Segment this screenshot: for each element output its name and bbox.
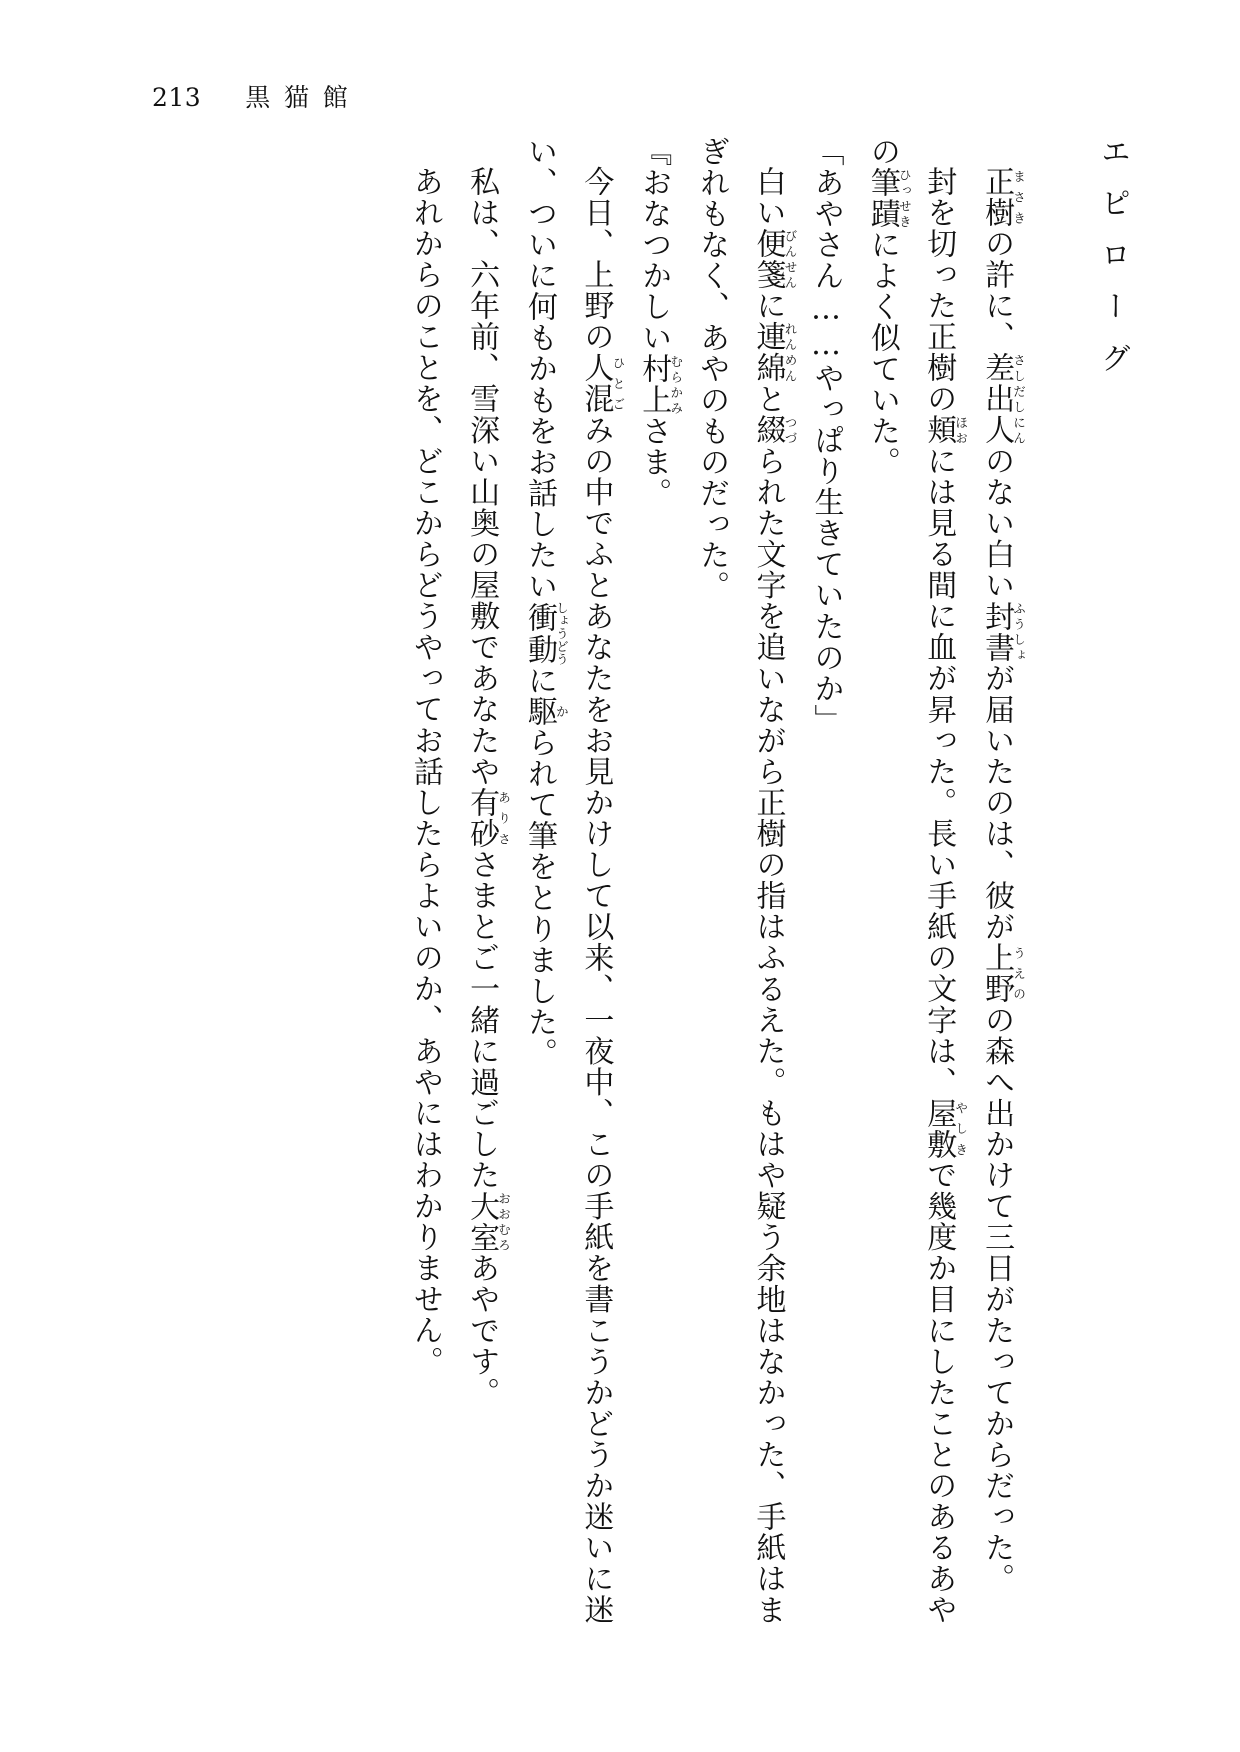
paragraph-6: 今日、上野の人混ひとごみの中でふとあなたをお見かけして以来、一夜中、この手紙を書こうかどうか迷いに迷い、ついに何もかもをお話したい衝動しょうどうに駆かられて筆をとりました。 [521,136,626,1626]
paragraph-5: 『おなつかしい村上むらかみさま。 [636,136,684,509]
ruby-ka: 駆か [521,696,569,728]
paragraph-8: あれからのことを、どこからどうやってお話したらよいのか、あやにはわかりません。 [407,166,443,1377]
book-title: 黒猫館 [245,83,362,112]
page-body [100,136,1140,1636]
ruby-shoudou: 衝動しょうどう [521,601,569,666]
ruby-tsuzu: 綴つづ [750,414,798,446]
ruby-fuusho: 封書ふうしょ [979,600,1027,663]
paragraph-2: 封を切った正樹の頬ほおには見る間に血が昇った。長い手紙の文字は、屋敷やしきで幾度か目にしたことのあるあやの筆蹟ひっせきによく似ていた。 [864,136,969,1626]
paragraph-3: 「あやさん……やっぱり生きていたのか」 [808,136,844,736]
ruby-hisseki: 筆蹟ひっせき [864,167,912,230]
paragraph-1: 正樹まさきの許に、差出人さしだしにんのない白い封書ふうしょが届いたのは、彼が上野うえのの森へ出かけて三日がたってからだった。 [979,166,1027,1595]
ruby-yashiki: 屋敷やしき [921,1097,969,1160]
ruby-murakami: 村上むらかみ [636,353,684,416]
paragraph-4: 白い便箋びんせんに連綿れんめんと綴つづられた文字を追いながら正樹の指はふるえた。もはや疑う余地はなかった、手紙はまぎれもなく、あやのものだった。 [694,136,798,1626]
ruby-ueno: 上野うえの [979,942,1027,1005]
page-folio: 213 [152,83,202,112]
running-head [152,78,361,114]
ruby-hoo: 頬ほお [921,414,969,446]
ruby-oomuro: 大室おおむろ [464,1190,512,1253]
ruby-binsen: 便箋びんせん [750,228,798,291]
ruby-sashidashinin: 差出人さしだしにん [979,352,1027,446]
ruby-hitogo: 人混ひとご [578,352,626,415]
ruby-masaki: 正樹まさき [979,166,1027,229]
ruby-renmen: 連綿れんめん [750,321,798,384]
chapter-heading: エピローグ [1095,136,1130,394]
paragraph-7: 私は、六年前、雪深い山奥の屋敷であなたや有砂ありささまとご一緒に過ごした大室おおむろあやです。 [464,166,512,1409]
ruby-arisa: 有砂ありさ [464,787,512,850]
